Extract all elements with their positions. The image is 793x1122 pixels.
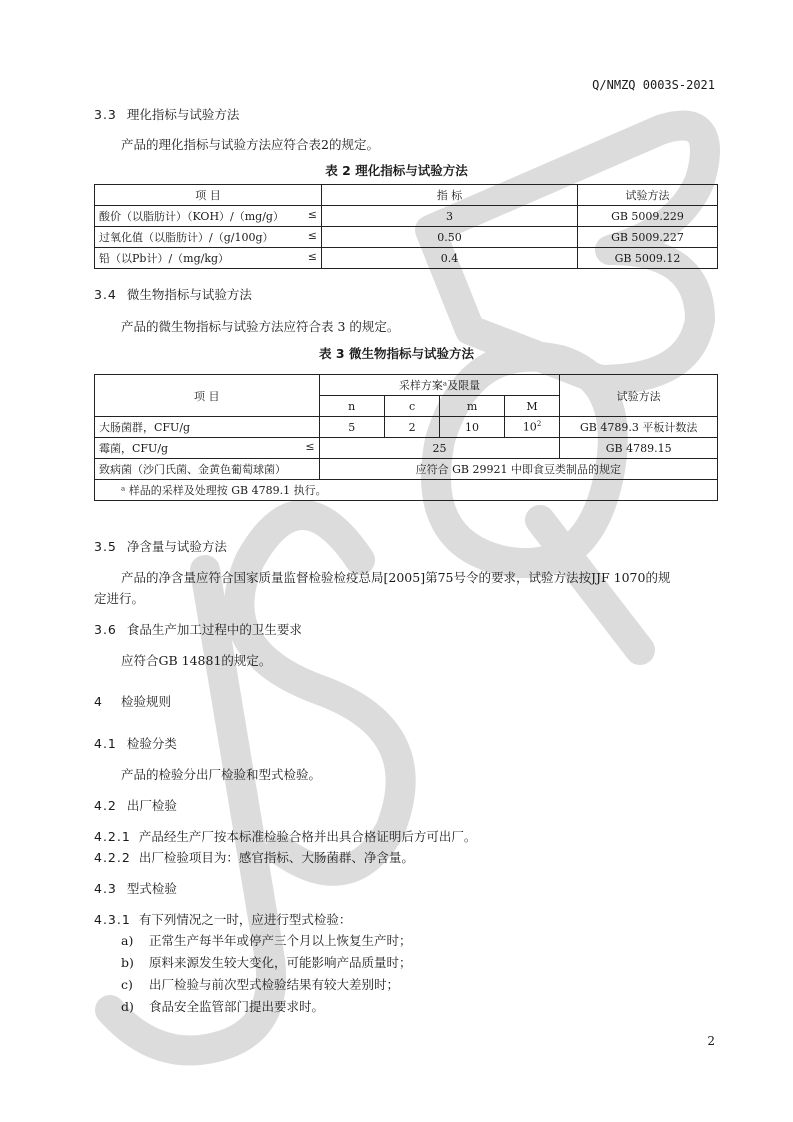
table-header-row: [95, 375, 718, 396]
table-row: [95, 227, 718, 248]
list-text: 原料来源发生较大变化，可能影响产品质量时；: [149, 955, 412, 970]
clause-number: 4.2.2: [94, 850, 131, 865]
section-3-6-heading: [94, 620, 302, 638]
cell-item: 铅（以Pb计）/（mg/kg） ≤: [95, 248, 322, 269]
page-number: 2: [707, 1034, 715, 1048]
clause-4-2-2: [94, 848, 414, 866]
clause-text: 产品经生产厂按本标准检验合格并出具合格证明后方可出厂。: [138, 829, 477, 844]
clause-text: 有下列情况之一时，应进行型式检验：: [138, 912, 352, 927]
list-item: [121, 931, 412, 949]
header-index: 指 标: [322, 185, 578, 206]
section-number: 3.6: [94, 622, 117, 637]
section-3-3-heading: [94, 105, 239, 123]
lte-sign: ≤: [307, 229, 317, 242]
cell-M: $10^2$: [504, 417, 560, 438]
section-number: 4.3: [94, 881, 117, 896]
clause-4-2-1: [94, 827, 476, 845]
cell-c: 2: [384, 417, 439, 438]
cell-item: 霉菌，CFU/g ≤: [95, 438, 320, 459]
lte-sign: ≤: [307, 250, 317, 263]
section-title: 净含量与试验方法: [126, 539, 227, 554]
header-method: 试验方法: [560, 375, 718, 417]
section-4-2-heading: [94, 796, 177, 814]
section-4-heading: [94, 692, 171, 710]
section-title: 微生物指标与试验方法: [126, 287, 252, 302]
header-m: m: [440, 396, 504, 417]
list-marker: a): [121, 933, 134, 948]
table-2: [94, 184, 718, 269]
cell-method: GB 4789.3 平板计数法: [560, 417, 718, 438]
clause-4-3-1: [94, 910, 351, 928]
list-item: [121, 997, 324, 1015]
section-3-6-text: 应符合GB 14881的规定。: [121, 653, 272, 668]
table-row: [95, 248, 718, 269]
section-title: 食品生产加工过程中的卫生要求: [126, 622, 302, 637]
section-title: 理化指标与试验方法: [126, 107, 240, 122]
section-3-4-intro: 产品的微生物指标与试验方法应符合表 3 的规定。: [121, 319, 400, 334]
cell-value: 25: [319, 438, 560, 459]
section-title: 检验规则: [120, 694, 171, 709]
section-number: 3.3: [94, 107, 117, 122]
table-footnote: ᵃ 样品的采样及处理按 GB 4789.1 执行。: [95, 480, 718, 501]
section-number: 3.4: [94, 287, 117, 302]
section-number: 4: [94, 694, 103, 709]
clause-text: 出厂检验项目为：感官指标、大肠菌群、净含量。: [138, 850, 414, 865]
header-plan: 采样方案ᵃ及限量: [319, 375, 560, 396]
section-4-1-heading: [94, 734, 177, 752]
table-header-row: [95, 185, 718, 206]
cell-method: GB 4789.15: [560, 438, 718, 459]
list-item: [121, 975, 399, 993]
list-text: 出厂检验与前次型式检验结果有较大差别时；: [149, 977, 400, 992]
cell-method: GB 5009.229: [578, 206, 718, 227]
section-3-4-heading: [94, 285, 252, 303]
lte-sign: ≤: [305, 440, 315, 453]
table-2-caption: 表 2 理化指标与试验方法: [325, 163, 468, 178]
list-text: 食品安全监管部门提出要求时。: [149, 999, 325, 1014]
table-footnote-row: [95, 480, 718, 501]
cell-item: 致病菌（沙门氏菌、金黄色葡萄球菌）: [95, 459, 320, 480]
list-item: [121, 953, 412, 971]
cell-m: 10: [440, 417, 504, 438]
section-number: 4.2: [94, 798, 117, 813]
document-code: Q/NMZQ 0003S-2021: [592, 78, 715, 92]
header-M: M: [504, 396, 560, 417]
lte-sign: ≤: [307, 208, 317, 221]
section-number: 3.5: [94, 539, 117, 554]
cell-item: 过氧化值（以脂肪计）/（g/100g） ≤: [95, 227, 322, 248]
header-item: 项 目: [95, 185, 322, 206]
exponent: 2: [536, 420, 542, 429]
cell-value: 3: [322, 206, 578, 227]
section-3-5-heading: [94, 537, 227, 555]
clause-number: 4.3.1: [94, 912, 131, 927]
list-text: 正常生产每半年或停产三个月以上恢复生产时；: [149, 933, 412, 948]
header-method: 试验方法: [578, 185, 718, 206]
section-title: 出厂检验: [126, 798, 177, 813]
section-title: 型式检验: [126, 881, 177, 896]
header-c: c: [384, 396, 439, 417]
cell-item: 酸价（以脂肪计）（KOH）/（mg/g） ≤: [95, 206, 322, 227]
list-marker: b): [121, 955, 134, 970]
section-title: 检验分类: [126, 736, 177, 751]
header-item: 项 目: [95, 375, 320, 417]
cell-method: GB 5009.12: [578, 248, 718, 269]
section-number: 4.1: [94, 736, 117, 751]
section-3-5-text-line1: 产品的净含量应符合国家质量监督检验检疫总局[2005]第75号令的要求，试验方法按JJF 1070的规: [121, 570, 671, 585]
header-n: n: [319, 396, 384, 417]
cell-method: GB 5009.227: [578, 227, 718, 248]
cell-value: 0.4: [322, 248, 578, 269]
section-4-1-text: 产品的检验分出厂检验和型式检验。: [121, 767, 322, 782]
cell-item: 大肠菌群，CFU/g: [95, 417, 320, 438]
table-row: [95, 459, 718, 480]
section-3-5-text-line2: 定进行。: [94, 591, 145, 606]
table-3-caption: 表 3 微生物指标与试验方法: [319, 346, 474, 361]
section-4-3-heading: [94, 879, 177, 897]
list-marker: d): [121, 999, 134, 1014]
section-3-3-intro: 产品的理化指标与试验方法应符合表2的规定。: [121, 137, 379, 152]
table-3: [94, 374, 718, 501]
cell-value: 0.50: [322, 227, 578, 248]
cell-value: 应符合 GB 29921 中即食豆类制品的规定: [319, 459, 717, 480]
cell-n: 5: [319, 417, 384, 438]
list-marker: c): [121, 977, 133, 992]
table-row: [95, 417, 718, 438]
table-row: [95, 206, 718, 227]
clause-number: 4.2.1: [94, 829, 131, 844]
table-row: [95, 438, 718, 459]
